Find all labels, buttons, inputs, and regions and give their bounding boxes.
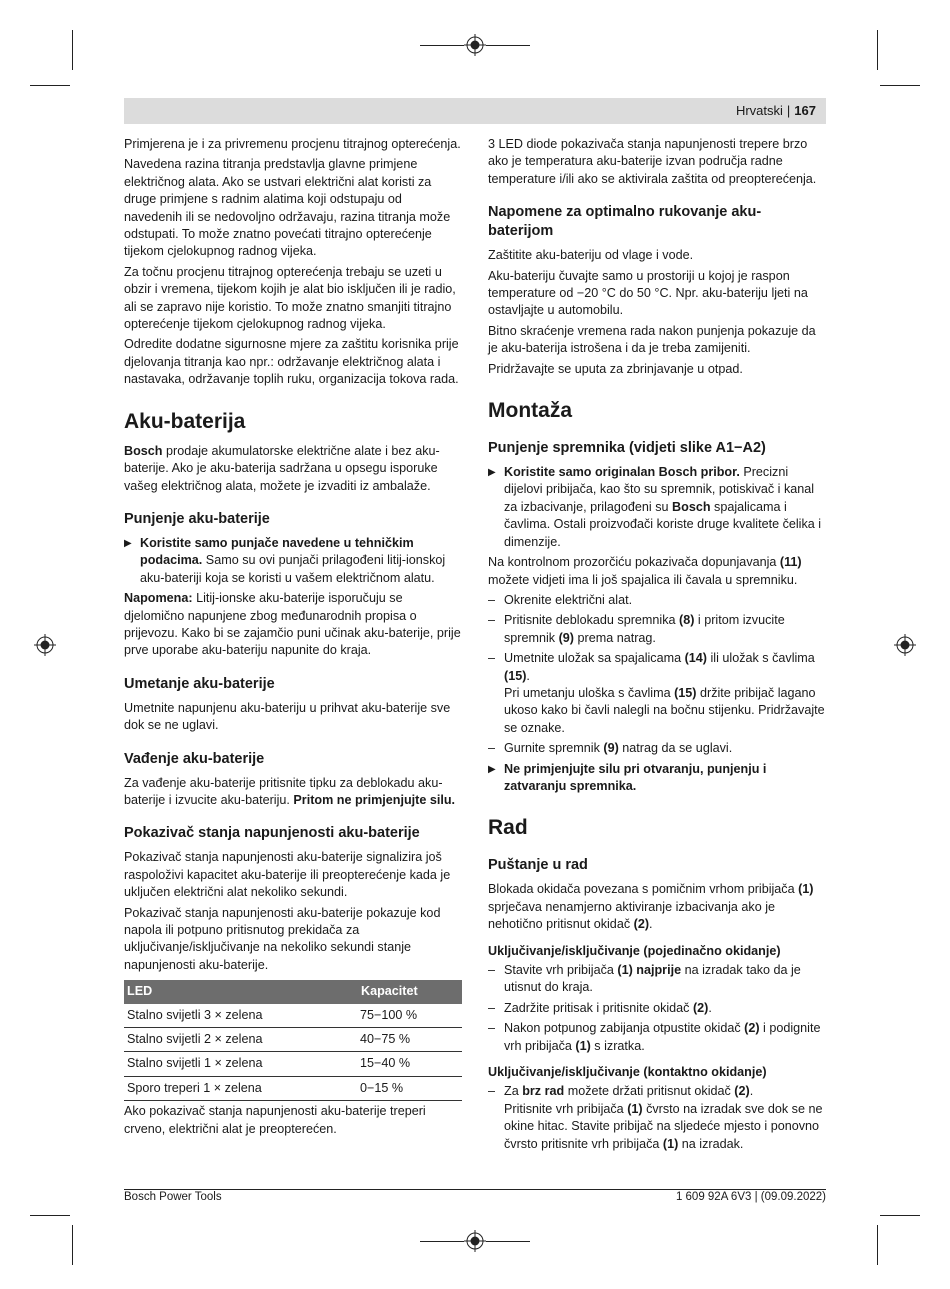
step-item: – Stavite vrh pribijača (1) najprije na izradak tako da je utisnut do kraja. xyxy=(488,963,801,995)
step-item: – Zadržite pritisak i pritisnite okidač (2). xyxy=(488,1000,712,1015)
crop-mark xyxy=(420,1241,464,1242)
table-cell: Stalno svijetli 3 × zelena xyxy=(124,1004,358,1028)
step-item: – Gurnite spremnik (9) natrag da se uglavi. xyxy=(488,741,733,756)
step-item: – Pritisnite deblokadu spremnika (8) i pritom izvucite spremnik (9) prema natrag. xyxy=(488,613,785,645)
header-language: Hrvatski xyxy=(735,103,783,118)
subsection-title-removing: Vađenje aku-baterije xyxy=(124,750,265,767)
removing-text: Za vađenje aku-baterije pritisnite tipku za deblokadu aku-baterije i izvucite aku-bateriju. Pritom ne primjenjujte silu. xyxy=(124,775,456,807)
bullet-triangle-icon: ▶ xyxy=(488,467,496,479)
charging-note: Napomena: Litij-ionske aku-baterije isporučuju se djelomično napunjene zbog međunarodnih propisa o prijevozu. Kako bi se zajamčio puni učinak aku-baterije, prije prve uporabe aku-bateriju napunite do kraja. xyxy=(124,591,461,658)
table-cell: Sporo treperi 1 × zelena xyxy=(124,1076,358,1100)
subsection-title-inserting: Umetanje aku-baterije xyxy=(124,675,275,692)
crop-mark xyxy=(880,85,920,86)
table-row xyxy=(124,1052,462,1076)
footer-divider xyxy=(124,1189,826,1190)
step-item: – Nakon potpunog zabijanja otpustite okidač (2) i podignite vrh pribijača (1) s izratka. xyxy=(488,1021,821,1053)
crop-mark xyxy=(877,30,878,70)
table-cell: 40−75 % xyxy=(358,1028,462,1052)
bullet-triangle-icon: ▶ xyxy=(124,537,132,549)
crop-mark xyxy=(30,1215,70,1216)
section-title-assembly: Montaža xyxy=(488,399,572,423)
subsection-title-loading: Punjenje spremnika (vidjeti slike A1−A2) xyxy=(488,440,766,457)
indicator-paragraph: Pokazivač stanja napunjenosti aku-baterije pokazuje kod napola ili potpuno pritisnutog prekidača za uključivanje/isključivanje na nekoliko sekundi stanje napunjenosti aku-baterije. xyxy=(124,905,441,972)
registration-mark-icon xyxy=(464,1230,486,1252)
table-row xyxy=(124,1004,462,1028)
footer-doc-id: 1 609 92A 6V3 | (09.09.2022) xyxy=(675,1191,826,1203)
start-text: Blokada okidača povezana s pomičnim vrhom pribijača (1) sprječava nenamjerno aktiviranje izbacivanja ako je nehotično pritisnut okidač (2). xyxy=(488,882,814,932)
charging-bullet: ▶ Koristite samo punjače navedene u tehničkim podacima. Samo su ovi punjači prilagođeni litij-ionskoj aku-bateriji koja se koristi u vašem električnom alatu. xyxy=(124,535,446,585)
table-cell: Stalno svijetli 2 × zelena xyxy=(124,1028,358,1052)
indicator-paragraph: Pokazivač stanja napunjenosti aku-baterije signalizira još raspoloživi kapacitet aku-baterije ili preopterećenje kada je uključen električni alat nekoliko sekundi. xyxy=(124,850,451,900)
table-row xyxy=(124,1028,462,1052)
crop-mark xyxy=(486,1241,530,1242)
section-title-operation: Rad xyxy=(488,816,528,840)
handling-paragraph: Aku-bateriju čuvajte samo u prostoriji u kojoj je raspon temperature od −20 °C do 50 °C. Npr. aku-bateriju ljeti na ostavljajte u automobilu. xyxy=(488,268,808,318)
overload-text: Ako pokazivač stanja napunjenosti aku-baterije treperi crveno, električni alat je preopterećen. xyxy=(124,1104,426,1136)
window-text: Na kontrolnom prozorčiću pokazivača dopunjavanja (11) možete vidjeti ima li još spajalica ili čavala u spremniku. xyxy=(488,555,802,587)
subsection-title-handling: Napomene za optimalno rukovanje aku-baterijom xyxy=(488,204,762,240)
contact-mode-title: Uključivanje/isključivanje (kontaktno okidanje) xyxy=(488,1065,767,1080)
intro-paragraph: Navedena razina titranja predstavlja glavne primjene električnog alata. Ako se ustvari električni alat koristi za druge primjene s radnim alatima koji odstupaju od navedenih ili se nedovoljno održavaju, razina titranja može odstupati. To može znatno povećati titrajno opterećenje tijekom cjelokupnog radnog vijeka. xyxy=(124,157,451,259)
crop-mark xyxy=(72,30,73,70)
led-warning-text: 3 LED diode pokazivača stanja napunjenosti trepere brzo ako je temperatura aku-baterije izvan područja radne temperature i/ili ako se aktivirala zaštita od preopterećenja. xyxy=(488,137,817,186)
intro-paragraph: Primjerena je i za privremenu procjenu titrajnog opterećenja. xyxy=(124,137,461,151)
right-column xyxy=(488,136,826,1156)
table-header: Kapacitet xyxy=(358,980,462,1003)
table-cell: 15−40 % xyxy=(358,1052,462,1076)
handling-paragraph: Zaštitite aku-bateriju od vlage i vode. xyxy=(488,248,694,263)
subsection-title-start: Puštanje u rad xyxy=(488,857,588,874)
step-item: – Okrenite električni alat. xyxy=(488,592,633,607)
registration-mark-icon xyxy=(464,34,486,56)
handling-paragraph: Bitno skraćenje vremena rada nakon punjenja pokazuje da je aku-baterija istrošena i da je treba zamijeniti. xyxy=(488,323,816,356)
handling-paragraph: Pridržavajte se uputa za zbrinjavanje u otpad. xyxy=(488,361,743,376)
no-force-bullet: ▶ Ne primjenjujte silu pri otvaranju, punjenju i zatvaranju spremnika. xyxy=(488,761,767,793)
battery-intro: Bosch prodaje akumulatorske električne alate i bez aku-baterije. Ako je aku-baterija sadržana u opsegu isporuke vašeg električnog alata, možete je izvaditi iz ambalaže. xyxy=(124,443,440,493)
crop-mark xyxy=(72,1225,73,1265)
intro-paragraph: Za točnu procjenu titrajnog opterećenja trebaju se uzeti u obzir i vremena, tijekom kojih je alat bio isključen ili je radio, ali se zapravo nije koristio. To može znatno smanjiti titrajno opterećenje tijekom cjelokupnog radnog vijeka. xyxy=(124,264,456,332)
intro-paragraph: Odredite dodatne sigurnosne mjere za zaštitu korisnika prije djelovanja titranja kao npr.: održavanje električnog alata i nastavaka, održavanje toplih ruku, organizacija tokova rada. xyxy=(124,337,459,387)
subsection-title-indicator: Pokazivač stanja napunjenosti aku-baterije xyxy=(124,825,420,842)
accessory-bullet: ▶ Koristite samo originalan Bosch pribor. Precizni dijelovi pribijača, kao što su spremnik, potiskivač i kanal za izbacivanje, prilagođeni su Bosch spajalicama i čavlima. Ostali proizvođači koriste druge kvalitete čelika i dimenzije. xyxy=(488,465,822,549)
single-mode-title: Uključivanje/isključivanje (pojedinačno okidanje) xyxy=(488,943,781,958)
table-cell: 75−100 % xyxy=(358,1004,462,1028)
subsection-title-charging: Punjenje aku-baterije xyxy=(124,510,270,527)
table-header: LED xyxy=(124,980,358,1003)
inserting-text: Umetnite napunjenu aku-bateriju u prihvat aku-baterije sve dok se ne uglavi. xyxy=(124,700,451,733)
page-number: 167 xyxy=(794,103,816,118)
section-title-battery: Aku-baterija xyxy=(124,409,246,433)
footer-brand: Bosch Power Tools xyxy=(124,1191,222,1203)
bullet-triangle-icon: ▶ xyxy=(488,763,496,775)
table-row xyxy=(124,1076,462,1100)
left-column xyxy=(124,136,462,1141)
crop-mark xyxy=(877,1225,878,1265)
led-capacity-table xyxy=(124,980,462,1101)
crop-mark xyxy=(30,85,70,86)
step-item: – Umetnite uložak sa spajalicama (14) ili uložak s čavlima (15). Pri umetanju uloška s čavlima (15) držite pribijač lagano ukoso kako bi čavli nalegli na bočnu stijenku. Pridržavajte se oznake. xyxy=(488,651,825,735)
crop-mark xyxy=(420,45,464,46)
table-cell: Stalno svijetli 1 × zelena xyxy=(124,1052,358,1076)
crop-mark xyxy=(880,1215,920,1216)
header-text: Hrvatski | 167 xyxy=(735,103,816,118)
registration-mark-icon xyxy=(894,634,916,656)
page-header xyxy=(124,98,826,124)
registration-mark-icon xyxy=(34,634,56,656)
table-cell: 0−15 % xyxy=(358,1076,462,1100)
crop-mark xyxy=(486,45,530,46)
step-item: – Za brz rad možete držati pritisnut okidač (2). Pritisnite vrh pribijača (1) čvrsto na izradak sve dok se ne okine hitac. Stavite pribijač na sljedeće mjesto i ponovno čvrsto pritisnite vrh pribijača (1) na izradak. xyxy=(488,1084,823,1151)
